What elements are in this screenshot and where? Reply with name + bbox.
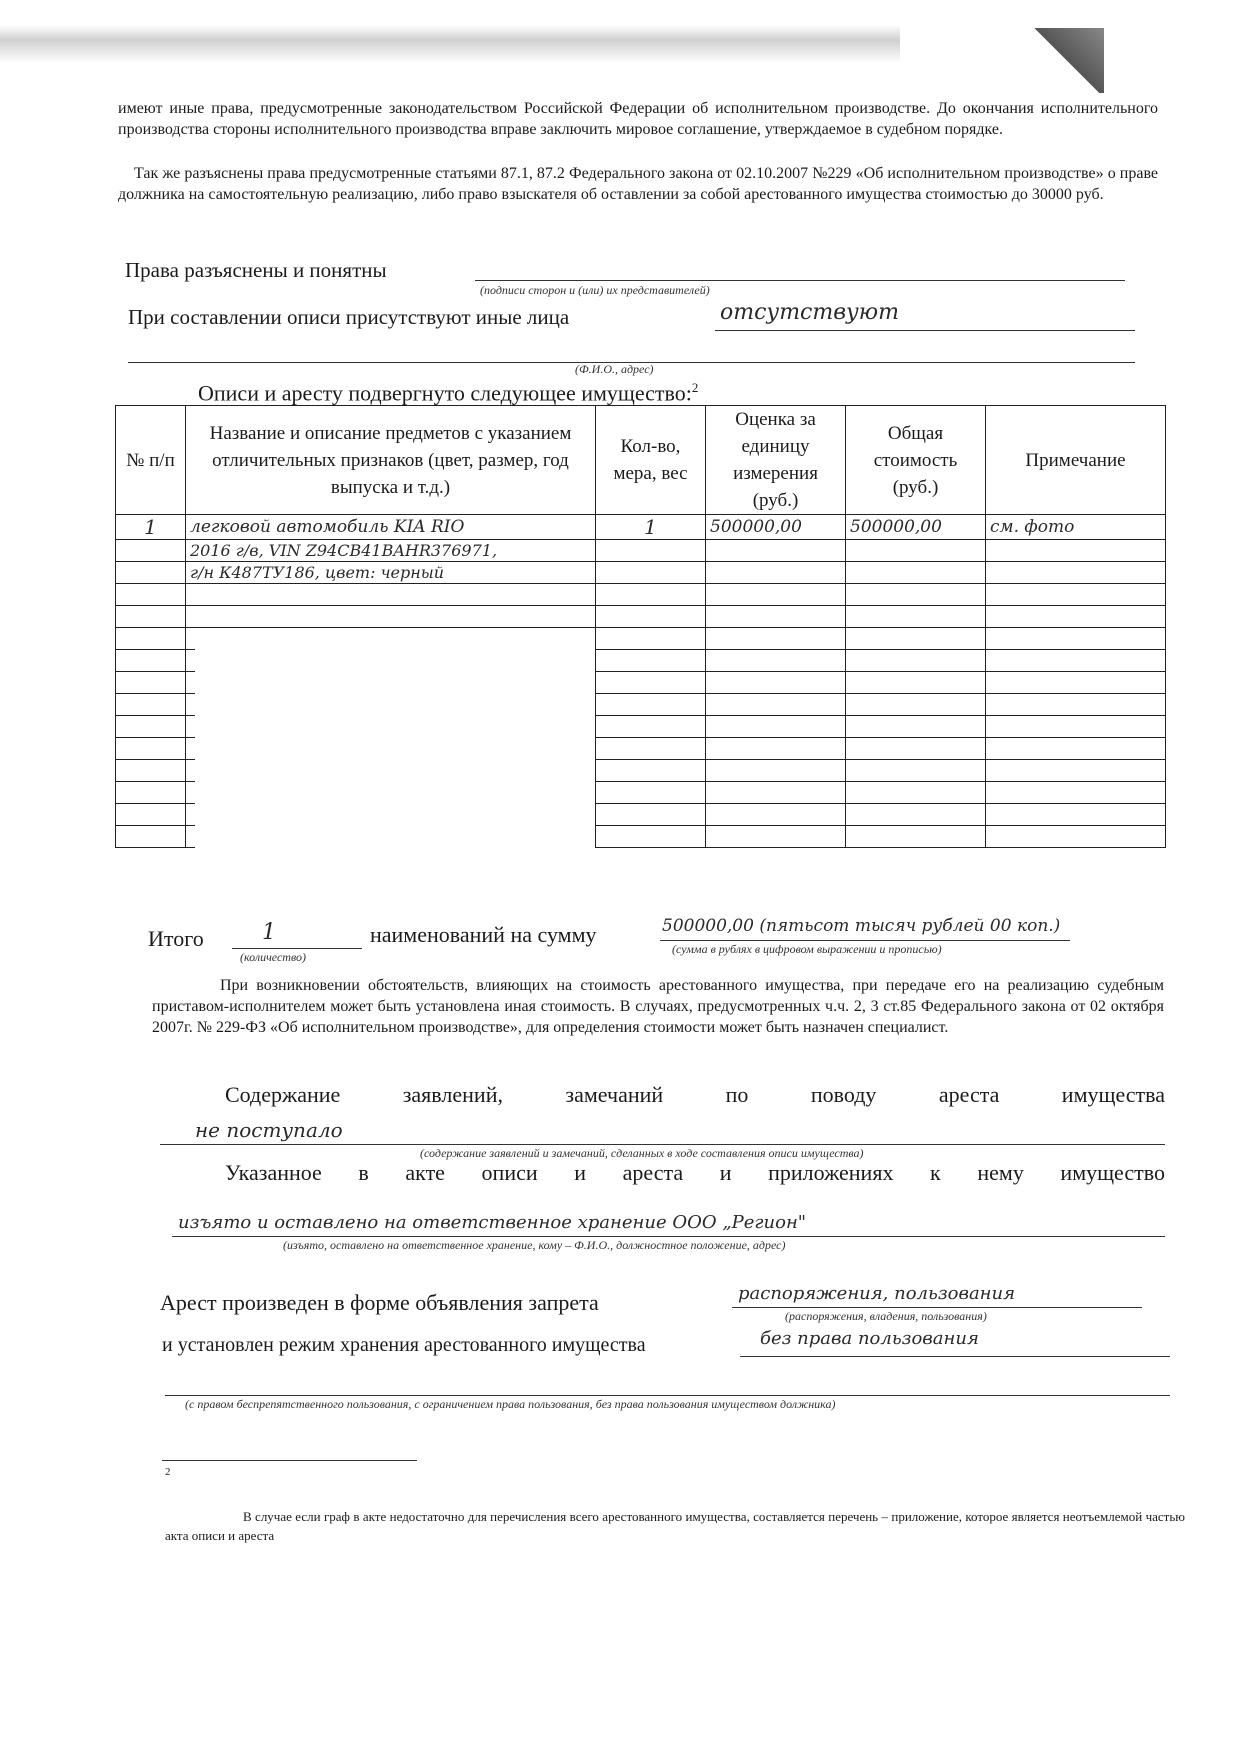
table-row bbox=[116, 540, 1166, 562]
table-title-footnote-mark: 2 bbox=[691, 380, 699, 395]
footnote-separator bbox=[162, 1460, 417, 1461]
statements-caption: (содержание заявлений и замечаний, сделанных в ходе составления описи имущества) bbox=[420, 1146, 864, 1160]
table-header-row bbox=[116, 406, 1166, 515]
table-row bbox=[116, 515, 1166, 540]
arrest-value: распоряжения, пользования bbox=[738, 1283, 1016, 1304]
table-row bbox=[116, 606, 1166, 628]
statements-value: не поступало bbox=[195, 1118, 343, 1142]
folded-corner bbox=[1029, 28, 1104, 93]
row1-num: 1 bbox=[116, 515, 186, 540]
valuation-note: При возникновении обстоятельств, влияющих на стоимость арестованного имущества, при передаче его на реализацию судебным приставом-исполнителем может быть установлена иная стоимость. В случаях, предусмотренных ч.ч. 2, 3 ст.85 Федерального закона от 02 октября 2007г. № 229-ФЗ «Об исполнительном производстве», для определения стоимости может быть назначен специалист. bbox=[152, 977, 1164, 1036]
redacted-area bbox=[195, 630, 595, 885]
totals-label: Итого bbox=[148, 926, 204, 951]
others-caption: (Ф.И.О., адрес) bbox=[575, 362, 654, 376]
table-title-text: Описи и аресту подвергнуто следующее имущество: bbox=[198, 380, 692, 406]
scan-noise-band bbox=[0, 25, 900, 63]
footnote-mark: 2 bbox=[165, 1466, 171, 1478]
row1-note: см. фото bbox=[986, 515, 1166, 540]
storage-caption: (с правом беспрепятственного пользования, с ограничением права пользования, без права пользования имуществом должника) bbox=[185, 1397, 836, 1411]
arrest-caption: (распоряжения, владения, пользования) bbox=[785, 1309, 987, 1323]
row1-total: 500000,00 bbox=[846, 515, 986, 540]
totals-sum-label: наименований на сумму bbox=[370, 922, 597, 947]
arrest-label: Арест произведен в форме объявления запрета bbox=[160, 1290, 599, 1315]
custody-value: изъято и оставлено на ответственное хранение ООО „Регион" bbox=[178, 1212, 807, 1233]
header-total: Общая стоимость (руб.) bbox=[846, 406, 986, 515]
totals-sum-value: 500000,00 (пятьсот тысяч рублей 00 коп.) bbox=[662, 916, 1061, 936]
header-name: Название и описание предметов с указанием отличительных признаков (цвет, размер, год выпуска и т.д.) bbox=[186, 406, 596, 515]
row1-unit-price: 500000,00 bbox=[706, 515, 846, 540]
table-row bbox=[116, 562, 1166, 584]
totals-count-caption: (количество) bbox=[240, 950, 307, 964]
custody-line bbox=[172, 1236, 1165, 1237]
intro-paragraph-1: имеют иные права, предусмотренные законодательством Российской Федерации об исполнительном производстве. До окончания исполнительного производства стороны исполнительного производства вправе заключить мировое соглашение, утверждаемое в судебном порядке. bbox=[118, 100, 1158, 138]
custody-label: Указанное в акте описи и ареста и приложениях к нему имущество bbox=[225, 1160, 1165, 1185]
storage-line-2 bbox=[165, 1395, 1170, 1396]
header-note: Примечание bbox=[986, 406, 1166, 515]
totals-sum-line bbox=[660, 940, 1070, 941]
totals-count-line bbox=[232, 948, 362, 949]
header-qty: Кол-во, мера, вес bbox=[596, 406, 706, 515]
storage-value: без права пользования bbox=[760, 1328, 979, 1349]
rights-label: Права разъяснены и понятны bbox=[125, 258, 387, 282]
statements-line bbox=[160, 1144, 1165, 1145]
row1-name-line3: г/н К487ТУ186, цвет: черный bbox=[186, 562, 596, 584]
row1-qty: 1 bbox=[596, 515, 706, 540]
others-value: отсутствуют bbox=[720, 300, 900, 325]
table-title bbox=[198, 380, 698, 406]
arrest-line bbox=[732, 1307, 1142, 1308]
table-row bbox=[116, 584, 1166, 606]
intro-paragraph-2: Так же разъяснены права предусмотренные статьями 87.1, 87.2 Федерального закона от 02.10.2007 №229 «Об исполнительном производстве» о праве должника на самостоятельную реализацию, либо право взыскателя об оставлении за собой арестованного имущества стоимостью до 30000 руб. bbox=[118, 165, 1158, 203]
footnote-text: В случае если граф в акте недостаточно для перечисления всего арестованного имущества, составляется перечень – приложение, которое является неотъемлемой частью акта описи и ареста bbox=[165, 1509, 1185, 1543]
custody-caption: (изъято, оставлено на ответственное хранение, кому – Ф.И.О., должностное положение, адрес) bbox=[283, 1238, 786, 1252]
row1-name-line1: легковой автомобиль KIA RIO bbox=[186, 515, 596, 540]
header-num: № п/п bbox=[116, 406, 186, 515]
statements-label: Содержание заявлений, замечаний по поводу ареста имущества bbox=[225, 1082, 1165, 1107]
rights-signature-line bbox=[475, 280, 1125, 281]
storage-line-1 bbox=[740, 1356, 1170, 1357]
header-unit-price: Оценка за единицу измерения (руб.) bbox=[706, 406, 846, 515]
storage-label: и установлен режим хранения арестованного имущества bbox=[162, 1334, 646, 1356]
totals-count: 1 bbox=[262, 920, 276, 945]
rights-caption: (подписи сторон и (или) их представителей) bbox=[480, 283, 710, 297]
others-line-1 bbox=[715, 330, 1135, 331]
others-label: При составлении описи присутствуют иные лица bbox=[128, 305, 570, 329]
totals-sum-caption: (сумма в рублях в цифровом выражении и прописью) bbox=[672, 942, 942, 956]
row1-name-line2: 2016 г/в, VIN Z94CB41BAHR376971, bbox=[186, 540, 596, 562]
